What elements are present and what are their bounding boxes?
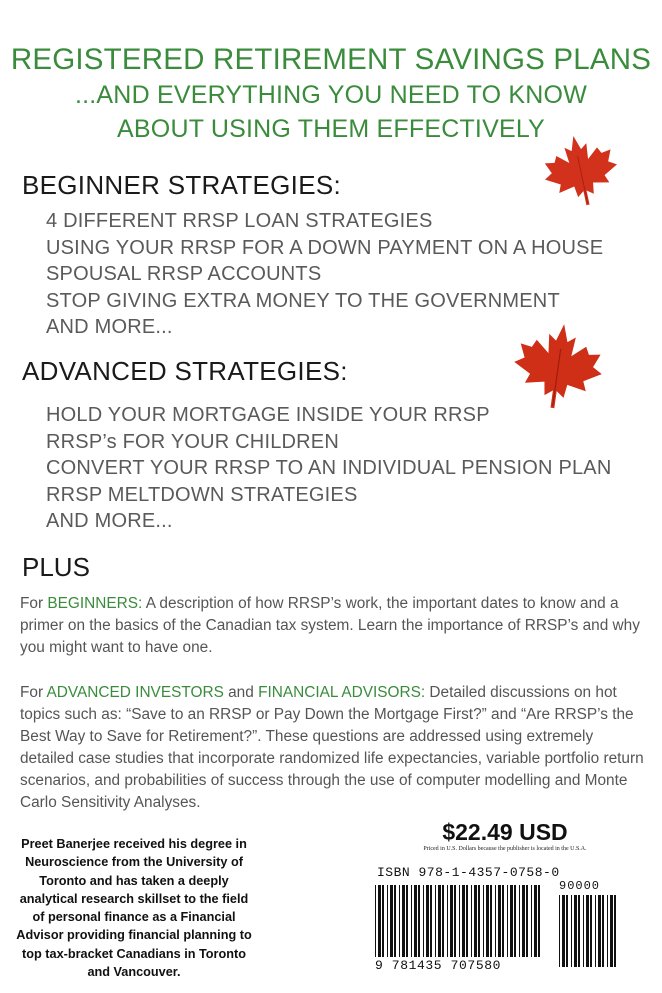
beginners-highlight: BEGINNERS: xyxy=(47,595,143,612)
addon-digits: 90000 xyxy=(559,879,601,893)
financial-advisors-highlight: FINANCIAL ADVISORS: xyxy=(258,684,426,701)
barcode-icon xyxy=(371,865,623,973)
list-item: STOP GIVING EXTRA MONEY TO THE GOVERNMENT xyxy=(46,289,560,312)
plus-heading: PLUS xyxy=(22,552,90,582)
list-item: RRSP MELTDOWN STRATEGIES xyxy=(46,483,358,506)
for-label: For xyxy=(20,684,47,701)
title-line-2: ...AND EVERYTHING YOU NEED TO KNOW xyxy=(75,81,587,109)
list-item: HOLD YOUR MORTGAGE INSIDE YOUR RRSP xyxy=(46,404,490,426)
ean-digits: 9 781435 707580 xyxy=(375,958,502,973)
advanced-text: Detailed discussions on hot topics such as: “Save to an RRSP or Pay Down the Mortgage First?” and “Are RRSP’s the Best Way to Save for Retirement?”. These questions are addressed using extremely detailed case studies that incorporate randomized life expectancies, variable portfolio return scenarios, and probabilities of success through the use of computer modelling and Monte Carlo Sensitivity Analyses. xyxy=(20,684,644,811)
and-label: and xyxy=(223,684,259,701)
advanced-heading: ADVANCED STRATEGIES: xyxy=(22,356,348,386)
beginner-heading: BEGINNER STRATEGIES: xyxy=(22,170,342,200)
list-item: RRSP’s FOR YOUR CHILDREN xyxy=(46,430,339,453)
advanced-investors-highlight: ADVANCED INVESTORS xyxy=(46,684,224,701)
title-line-3: ABOUT USING THEM EFFECTIVELY xyxy=(117,115,545,143)
beginners-text: A description of how RRSP’s work, the important dates to know and a primer on the basics of the Canadian tax system. Learn the importance of RRSP’s and why you might want to have one. xyxy=(20,595,640,656)
isbn-text: ISBN 978-1-4357-0758-0 xyxy=(377,865,560,880)
author-bio: Preet Banerjee received his degree in Neuroscience from the University of Toronto and has taken a deeply analytical research skillset to the field of personal finance as a Financial Advisor providing financial planning to top tax-bracket Canadians in Toronto and Vancouver. xyxy=(16,837,252,980)
barcode-area xyxy=(371,865,623,973)
title-line-1: REGISTERED RETIREMENT SAVINGS PLANS xyxy=(10,43,652,76)
for-label: For xyxy=(20,595,48,612)
price-note: Priced in U.S. Dollars because the publisher is located in the U.S.A. xyxy=(423,846,587,852)
advanced-paragraph xyxy=(20,682,650,814)
list-item: AND MORE... xyxy=(46,510,173,532)
beginners-paragraph xyxy=(20,593,650,659)
list-item: 4 DIFFERENT RRSP LOAN STRATEGIES xyxy=(46,210,433,232)
title-block xyxy=(0,42,662,146)
maple-leaf-icon xyxy=(538,132,624,212)
list-item: USING YOUR RRSP FOR A DOWN PAYMENT ON A HOUSE xyxy=(46,236,604,259)
list-item: CONVERT YOUR RRSP TO AN INDIVIDUAL PENSION PLAN xyxy=(46,457,612,479)
beginner-list xyxy=(46,208,603,341)
list-item: SPOUSAL RRSP ACCOUNTS xyxy=(46,263,322,285)
price: $22.49 USD xyxy=(442,819,568,845)
list-item: AND MORE... xyxy=(46,316,173,338)
advanced-list xyxy=(46,402,611,535)
